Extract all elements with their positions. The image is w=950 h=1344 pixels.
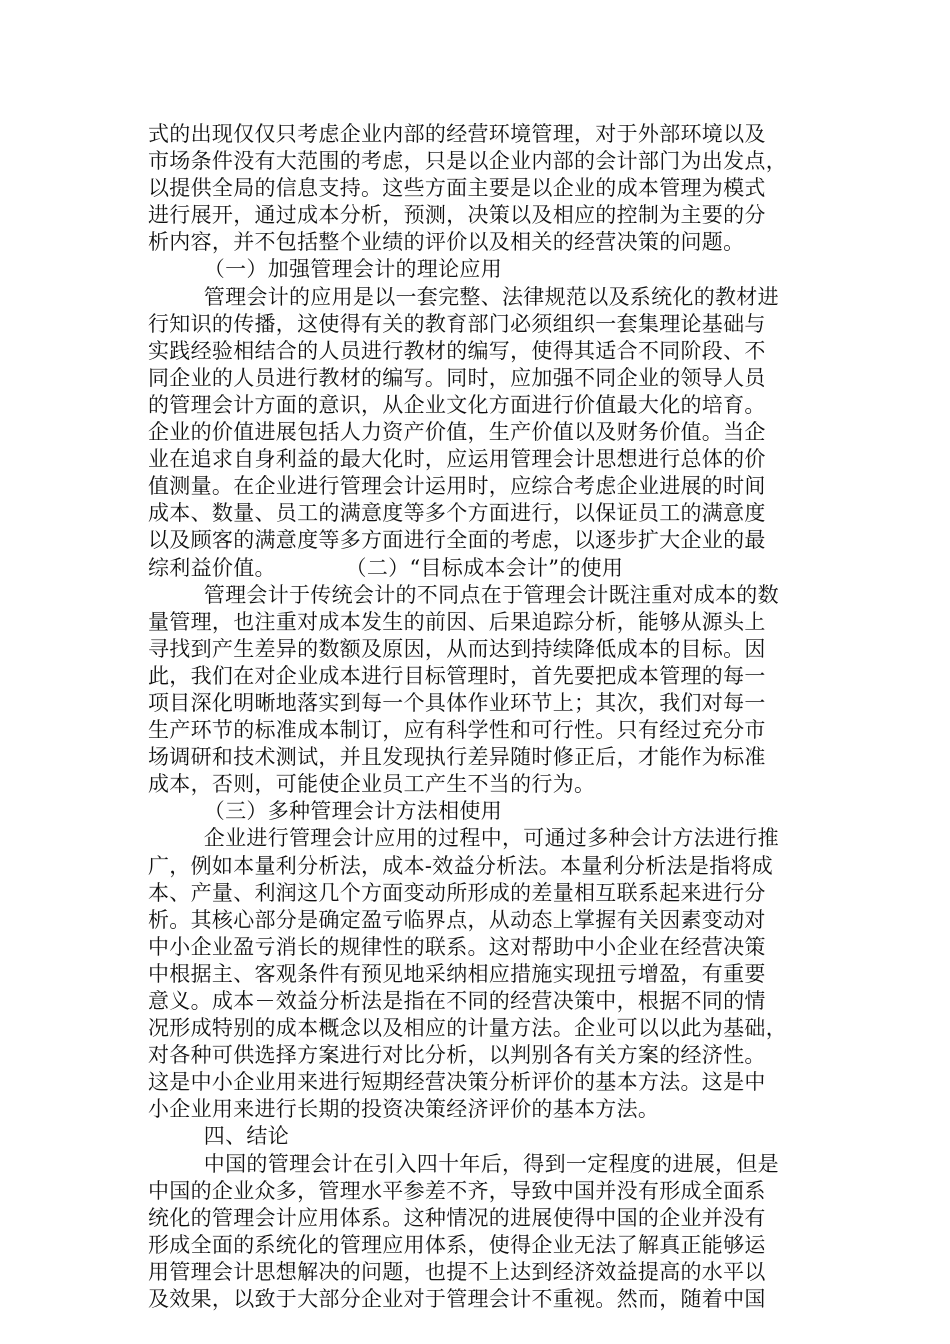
text-line: 进行展开，通过成本分析，预测，决策以及相应的控制为主要的分 [148,203,766,228]
text-line: 中国的管理会计在引入四十年后，得到一定程度的进展，但是 [148,1151,779,1176]
text-line: 成本，否则，可能使企业员工产生不当的行为。 [148,772,596,797]
text-line: 小企业用来进行长期的投资决策经济评价的基本方法。 [148,1097,660,1122]
section-heading-3: （三）多种管理会计方法相使用 [148,799,503,824]
text-line: 行知识的传播，这使得有关的教育部门必须组织一套集理论基础与 [148,311,766,336]
text-line: 对各种可供选择方案进行对比分析，以判别各有关方案的经济性。 [148,1043,766,1068]
text-line: 实践经验相结合的人员进行教材的编写，使得其适合不同阶段、不 [148,338,766,363]
text-line: 企业进行管理会计应用的过程中，可通过多种会计方法进行推 [148,826,779,851]
text-line: 项目深化明晰地落实到每一个具体作业环节上；其次，我们对每一 [148,690,766,715]
text-line: 场调研和技术测试，并且发现执行差异随时修正后，才能作为标准 [148,745,766,770]
text-line: 以提供全局的信息支持。这些方面主要是以企业的成本管理为模式 [148,176,766,201]
text-line: 业在追求自身利益的最大化时，应运用管理会计思想进行总体的价 [148,447,766,472]
text-line: 生产环节的标准成本制订，应有科学性和可行性。只有经过充分市 [148,718,766,743]
text-line: 寻找到产生差异的数额及原因，从而达到持续降低成本的目标。因 [148,636,766,661]
text-line: 此，我们在对企业成本进行目标管理时，首先要把成本管理的每一 [148,663,766,688]
text-line: 广，例如本量利分析法，成本-效益分析法。本量利分析法是指将成 [148,853,774,878]
text-line: 企业的价值进展包括人力资产价值，生产价值以及财务价值。当企 [148,420,766,445]
text-line: 中国的企业众多，管理水平参差不齐，导致中国并没有形成全面系 [148,1178,766,1203]
text-line: 析。其核心部分是确定盈亏临界点，从动态上掌握有关因素变动对 [148,907,766,932]
text-line: 用管理会计思想解决的问题，也提不上达到经济效益提高的水平以 [148,1259,766,1284]
text-line: 中根据主、客观条件有预见地采纳相应措施实现扭亏增盈，有重要 [148,961,766,986]
text-line: 市场条件没有大范围的考虑，只是以企业内部的会计部门为出发点， [148,149,787,174]
text-line: 本、产量、利润这几个方面变动所形成的差量相互联系起来进行分 [148,880,766,905]
section-heading-4: 四、结论 [148,1124,290,1149]
text-line: 及效果，以致于大部分企业对于管理会计不重视。然而，随着中国 [148,1287,766,1312]
text-line: 同企业的人员进行教材的编写。同时，应加强不同企业的领导人员 [148,365,766,390]
section-heading-2: 综利益价值。 （二）“目标成本会计”的使用 [148,555,624,580]
text-line: 式的出现仅仅只考虑企业内部的经营环境管理，对于外部环境以及 [148,122,766,146]
text-line: 况形成特别的成本概念以及相应的计量方法。企业可以以此为基础， [148,1016,787,1041]
text-line: 统化的管理会计应用体系。这种情况的进展使得中国的企业并没有 [148,1205,766,1230]
text-line: 析内容，并不包括整个业绩的评价以及相关的经营决策的问题。 [148,230,745,255]
section-heading-1: （一）加强管理会计的理论应用 [148,257,503,282]
text-line: 中小企业盈亏消长的规律性的联系。这对帮助中小企业在经营决策 [148,934,766,959]
text-line: 这是中小企业用来进行短期经营决策分析评价的基本方法。这是中 [148,1070,766,1095]
text-line: 管理会计的应用是以一套完整、法律规范以及系统化的教材进 [148,284,779,309]
text-line: 意义。成本－效益分析法是指在不同的经营决策中，根据不同的情 [148,989,766,1013]
body-text [148,121,806,1313]
text-line: 管理会计于传统会计的不同点在于管理会计既注重对成本的数 [148,582,779,607]
text-line: 以及顾客的满意度等多方面进行全面的考虑，以逐步扩大企业的最 [148,528,766,553]
text-line: 值测量。在企业进行管理会计运用时，应综合考虑企业进展的时间 [148,474,766,499]
text-line: 的管理会计方面的意识，从企业文化方面进行价值最大化的培育。 [148,392,766,417]
text-line: 形成全面的系统化的管理应用体系，使得企业无法了解真正能够运 [148,1232,766,1257]
text-line: 成本、数量、员工的满意度等多个方面进行，以保证员工的满意度 [148,501,766,526]
text-line: 量管理，也注重对成本发生的前因、后果追踪分析，能够从源头上 [148,609,766,634]
